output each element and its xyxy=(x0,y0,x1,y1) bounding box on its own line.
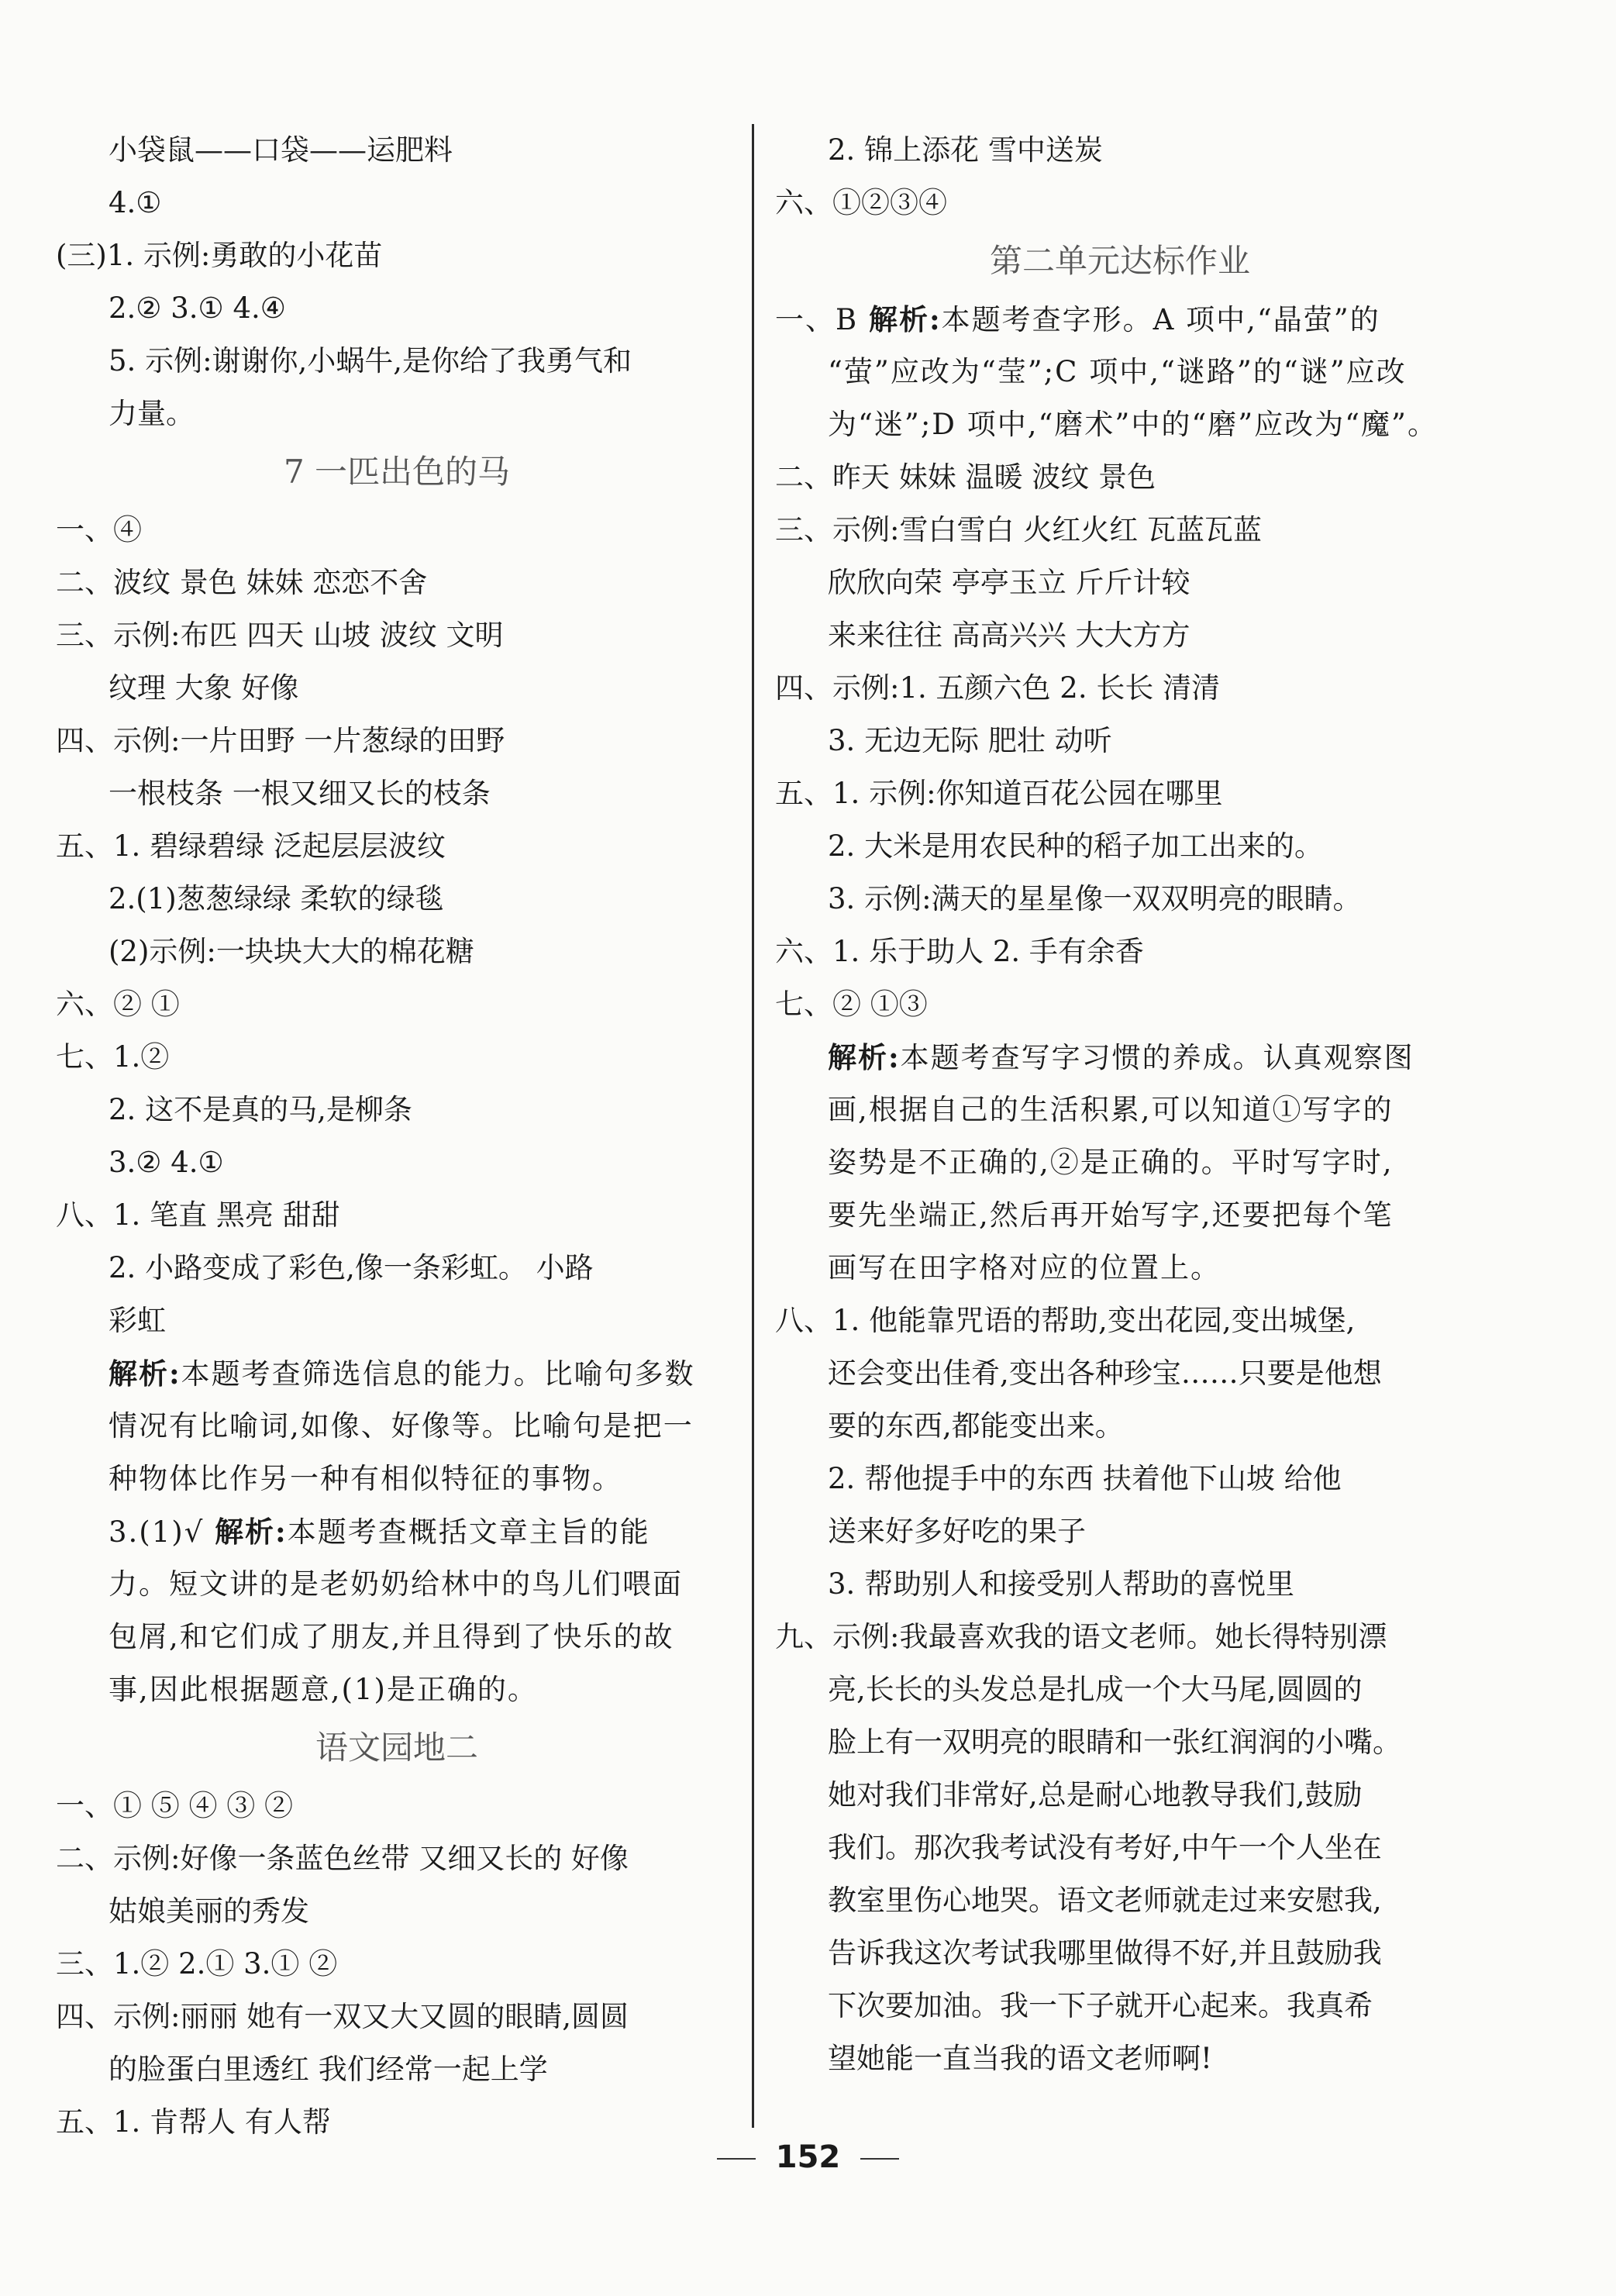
line-text: 亮,长长的头发总是扎成一个大马尾,圆圆的 xyxy=(828,1673,1363,1706)
line-text: 力量。 xyxy=(109,397,195,430)
line-text: 2.(1)葱葱绿绿 柔软的绿毯 xyxy=(109,882,444,915)
line-text: 一根枝条 一根又细又长的枝条 xyxy=(109,777,491,810)
answer-line xyxy=(56,1505,738,1558)
answer-line xyxy=(56,177,738,229)
analysis-label: 解析: xyxy=(109,1357,181,1391)
answer-line xyxy=(56,1453,738,1505)
answer-line xyxy=(56,978,738,1031)
analysis-label: 解析: xyxy=(215,1515,288,1549)
answer-line xyxy=(56,282,738,335)
answer-line xyxy=(56,504,738,557)
answer-line xyxy=(56,1136,738,1189)
answer-line xyxy=(775,124,1465,177)
line-text: 为“迷”;D 项中,“磨术”中的“磨”应改为“魔”。 xyxy=(828,408,1438,441)
line-text: (2)示例:一块块大大的棉花糖 xyxy=(109,935,474,968)
answer-line xyxy=(775,346,1465,398)
right-column xyxy=(775,124,1465,2085)
answer-line xyxy=(56,557,738,609)
line-text: 3.② 4.① xyxy=(109,1146,224,1179)
answer-line xyxy=(775,1558,1465,1611)
line-text: 送来好多好吃的果子 xyxy=(828,1515,1086,1548)
answer-line xyxy=(56,1991,738,2043)
answer-line xyxy=(775,926,1465,978)
answer-line xyxy=(56,609,738,662)
line-text: 包屑,和它们成了朋友,并且得到了快乐的故 xyxy=(109,1620,674,1653)
answer-line xyxy=(56,820,738,873)
line-text: 六、①②③④ xyxy=(775,186,947,219)
analysis-label: 解析: xyxy=(828,1040,901,1074)
answer-line xyxy=(775,1927,1465,1980)
line-text: 情况有比喻词,如像、好像等。比喻句是把一 xyxy=(109,1409,694,1443)
answer-line xyxy=(56,1242,738,1295)
section-heading xyxy=(56,1716,738,1780)
answer-line xyxy=(775,609,1465,662)
line-text: 4.① xyxy=(109,186,162,219)
answer-line xyxy=(775,1136,1465,1189)
line-text: 3. 帮助别人和接受别人帮助的喜悦里 xyxy=(828,1567,1295,1601)
answer-line xyxy=(775,1031,1465,1084)
line-text: 本题考查写字习惯的养成。认真观察图 xyxy=(900,1041,1414,1074)
line-text: 脸上有一双明亮的眼睛和一张红润润的小嘴。 xyxy=(828,1725,1401,1759)
section-heading xyxy=(56,440,738,504)
line-text: 八、1. 他能靠咒语的帮助,变出花园,变出城堡, xyxy=(775,1304,1356,1337)
answer-line xyxy=(775,1084,1465,1136)
answer-line xyxy=(56,1663,738,1716)
line-text: 的脸蛋白里透红 我们经常一起上学 xyxy=(109,2053,548,2086)
line-text: 欣欣向荣 亭亭玉立 斤斤计较 xyxy=(828,566,1190,599)
page-dash-right xyxy=(860,2158,899,2160)
line-text: 四、示例:1. 五颜六色 2. 长长 清清 xyxy=(775,671,1221,705)
answer-line xyxy=(775,1242,1465,1295)
line-text: 三、示例:布匹 四天 山坡 波纹 文明 xyxy=(56,619,504,652)
answer-line xyxy=(56,388,738,440)
answer-line xyxy=(775,504,1465,557)
answer-line xyxy=(775,1611,1465,1663)
line-text: 下次要加油。我一下子就开心起来。我真希 xyxy=(828,1989,1373,2022)
answer-line xyxy=(775,1189,1465,1242)
line-text: 六、② ① xyxy=(56,988,180,1021)
line-text: 力。短文讲的是老奶奶给林中的鸟儿们喂面 xyxy=(109,1567,683,1601)
answer-line xyxy=(56,1885,738,1938)
line-text: 二、示例:好像一条蓝色丝带 又细又长的 好像 xyxy=(56,1842,629,1875)
line-text: 第二单元达标作业 xyxy=(989,242,1250,280)
answer-line xyxy=(56,926,738,978)
line-text: 2.② 3.① 4.④ xyxy=(109,291,286,325)
answer-line xyxy=(56,1084,738,1136)
line-text: 还会变出佳肴,变出各种珍宝……只要是他想 xyxy=(828,1357,1382,1390)
line-text: 语文园地二 xyxy=(315,1729,478,1767)
answer-line xyxy=(56,229,738,282)
answer-line xyxy=(775,2032,1465,2085)
answer-line xyxy=(56,124,738,177)
line-text: 二、波纹 景色 妹妹 恋恋不舍 xyxy=(56,566,428,599)
left-column xyxy=(56,124,738,2149)
answer-line xyxy=(56,1558,738,1611)
answer-line xyxy=(56,1189,738,1242)
page-dash-left xyxy=(717,2158,756,2160)
line-text: 要先坐端正,然后再开始写字,还要把每个笔 xyxy=(828,1198,1394,1232)
line-text: 九、示例:我最喜欢我的语文老师。她长得特别漂 xyxy=(775,1620,1387,1653)
line-text: 2. 帮他提手中的东西 扶着他下山坡 给他 xyxy=(828,1462,1342,1495)
answer-prefix: 一、B xyxy=(775,303,869,336)
line-text: 7 一匹出色的马 xyxy=(283,453,511,491)
answer-line xyxy=(56,1295,738,1347)
line-text: “萤”应改为“莹”;C 项中,“谜路”的“谜”应改 xyxy=(828,355,1407,388)
line-text: 5. 示例:谢谢你,小蜗牛,是你给了我勇气和 xyxy=(109,344,632,377)
answer-prefix: 3.(1)√ xyxy=(109,1515,215,1549)
answer-line xyxy=(56,335,738,388)
line-text: 望她能一直当我的语文老师啊! xyxy=(828,2042,1212,2075)
answer-line xyxy=(775,451,1465,504)
line-text: 画写在田字格对应的位置上。 xyxy=(828,1251,1221,1284)
line-text: 五、1. 肯帮人 有人帮 xyxy=(56,2105,331,2139)
answer-line xyxy=(56,767,738,820)
answer-line xyxy=(775,1769,1465,1822)
line-text: 二、昨天 妹妹 温暖 波纹 景色 xyxy=(775,460,1156,494)
line-text: 彩虹 xyxy=(109,1304,166,1337)
answer-line xyxy=(775,1822,1465,1874)
line-text: 三、示例:雪白雪白 火红火红 瓦蓝瓦蓝 xyxy=(775,513,1262,546)
answer-line xyxy=(56,1031,738,1084)
answer-line xyxy=(775,293,1465,346)
line-text: 六、1. 乐于助人 2. 手有余香 xyxy=(775,935,1144,968)
answer-line xyxy=(56,1400,738,1453)
line-text: 五、1. 碧绿碧绿 泛起层层波纹 xyxy=(56,829,446,863)
line-text: 小袋鼠——口袋——运肥料 xyxy=(109,133,453,167)
line-text: 我们。那次我考试没有考好,中午一个人坐在 xyxy=(828,1831,1382,1864)
answer-line xyxy=(775,978,1465,1031)
line-text: 三、1.② 2.① 3.① ② xyxy=(56,1947,338,1981)
line-text: 五、1. 示例:你知道百花公园在哪里 xyxy=(775,777,1223,810)
line-text: 七、② ①③ xyxy=(775,988,928,1021)
line-text: 一、① ⑤ ④ ③ ② xyxy=(56,1789,294,1822)
line-text: 七、1.② xyxy=(56,1040,170,1074)
answer-line xyxy=(56,2043,738,2096)
page-number: 152 xyxy=(775,2139,841,2175)
line-text: 2. 这不是真的马,是柳条 xyxy=(109,1093,412,1126)
answer-line xyxy=(775,1295,1465,1347)
answer-line xyxy=(775,1874,1465,1927)
answer-line xyxy=(56,1780,738,1832)
line-text: 八、1. 笔直 黑亮 甜甜 xyxy=(56,1198,340,1232)
answer-line xyxy=(56,1938,738,1991)
line-text: 她对我们非常好,总是耐心地教导我们,鼓励 xyxy=(828,1778,1363,1812)
answer-line xyxy=(56,873,738,926)
answer-line xyxy=(56,715,738,767)
line-text: 四、示例:丽丽 她有一双又大又圆的眼睛,圆圆 xyxy=(56,2000,629,2033)
answer-line xyxy=(56,1832,738,1885)
line-text: 姿势是不正确的,②是正确的。平时写字时, xyxy=(828,1146,1394,1179)
analysis-label: 解析: xyxy=(868,302,942,336)
line-text: 教室里伤心地哭。语文老师就走过来安慰我, xyxy=(828,1884,1382,1917)
line-text: 3. 示例:满天的星星像一双双明亮的眼睛。 xyxy=(828,882,1362,915)
line-text: (三)1. 示例:勇敢的小花苗 xyxy=(56,239,383,272)
answer-line xyxy=(775,1980,1465,2032)
answer-line xyxy=(56,662,738,715)
line-text: 种物体比作另一种有相似特征的事物。 xyxy=(109,1462,622,1495)
answer-line xyxy=(775,662,1465,715)
answer-line xyxy=(775,398,1465,451)
answer-line xyxy=(775,557,1465,609)
line-text: 本题考查筛选信息的能力。比喻句多数 xyxy=(181,1357,695,1391)
answer-line xyxy=(775,820,1465,873)
line-text: 3. 无边无际 肥壮 动听 xyxy=(828,724,1112,757)
line-text: 一、④ xyxy=(56,513,142,546)
line-text: 四、示例:一片田野 一片葱绿的田野 xyxy=(56,724,505,757)
line-text: 画,根据自己的生活积累,可以知道①写字的 xyxy=(828,1093,1394,1126)
line-text: 纹理 大象 好像 xyxy=(109,671,299,705)
column-divider xyxy=(752,124,754,2128)
answer-line xyxy=(775,873,1465,926)
line-text: 要的东西,都能变出来。 xyxy=(828,1409,1124,1443)
answer-line xyxy=(775,715,1465,767)
answer-line xyxy=(775,1716,1465,1769)
page-number-footer xyxy=(0,2139,1616,2175)
answer-line xyxy=(56,1347,738,1400)
answer-line xyxy=(775,177,1465,229)
answer-line xyxy=(775,767,1465,820)
section-heading xyxy=(775,229,1465,293)
line-text: 来来往往 高高兴兴 大大方方 xyxy=(828,619,1190,652)
line-text: 本题考查字形。A 项中,“晶萤”的 xyxy=(941,303,1380,336)
answer-line xyxy=(775,1505,1465,1558)
line-text: 2. 大米是用农民种的稻子加工出来的。 xyxy=(828,829,1324,863)
answer-line xyxy=(775,1453,1465,1505)
line-text: 告诉我这次考试我哪里做得不好,并且鼓励我 xyxy=(828,1936,1382,1970)
line-text: 2. 小路变成了彩色,像一条彩虹。 小路 xyxy=(109,1251,594,1284)
answer-line xyxy=(775,1400,1465,1453)
answer-line xyxy=(775,1347,1465,1400)
line-text: 事,因此根据题意,(1)是正确的。 xyxy=(109,1673,538,1706)
answer-line xyxy=(775,1663,1465,1716)
line-text: 姑娘美丽的秀发 xyxy=(109,1894,309,1928)
line-text: 2. 锦上添花 雪中送炭 xyxy=(828,133,1103,167)
line-text: 本题考查概括文章主旨的能 xyxy=(287,1515,650,1549)
answer-line xyxy=(56,1611,738,1663)
